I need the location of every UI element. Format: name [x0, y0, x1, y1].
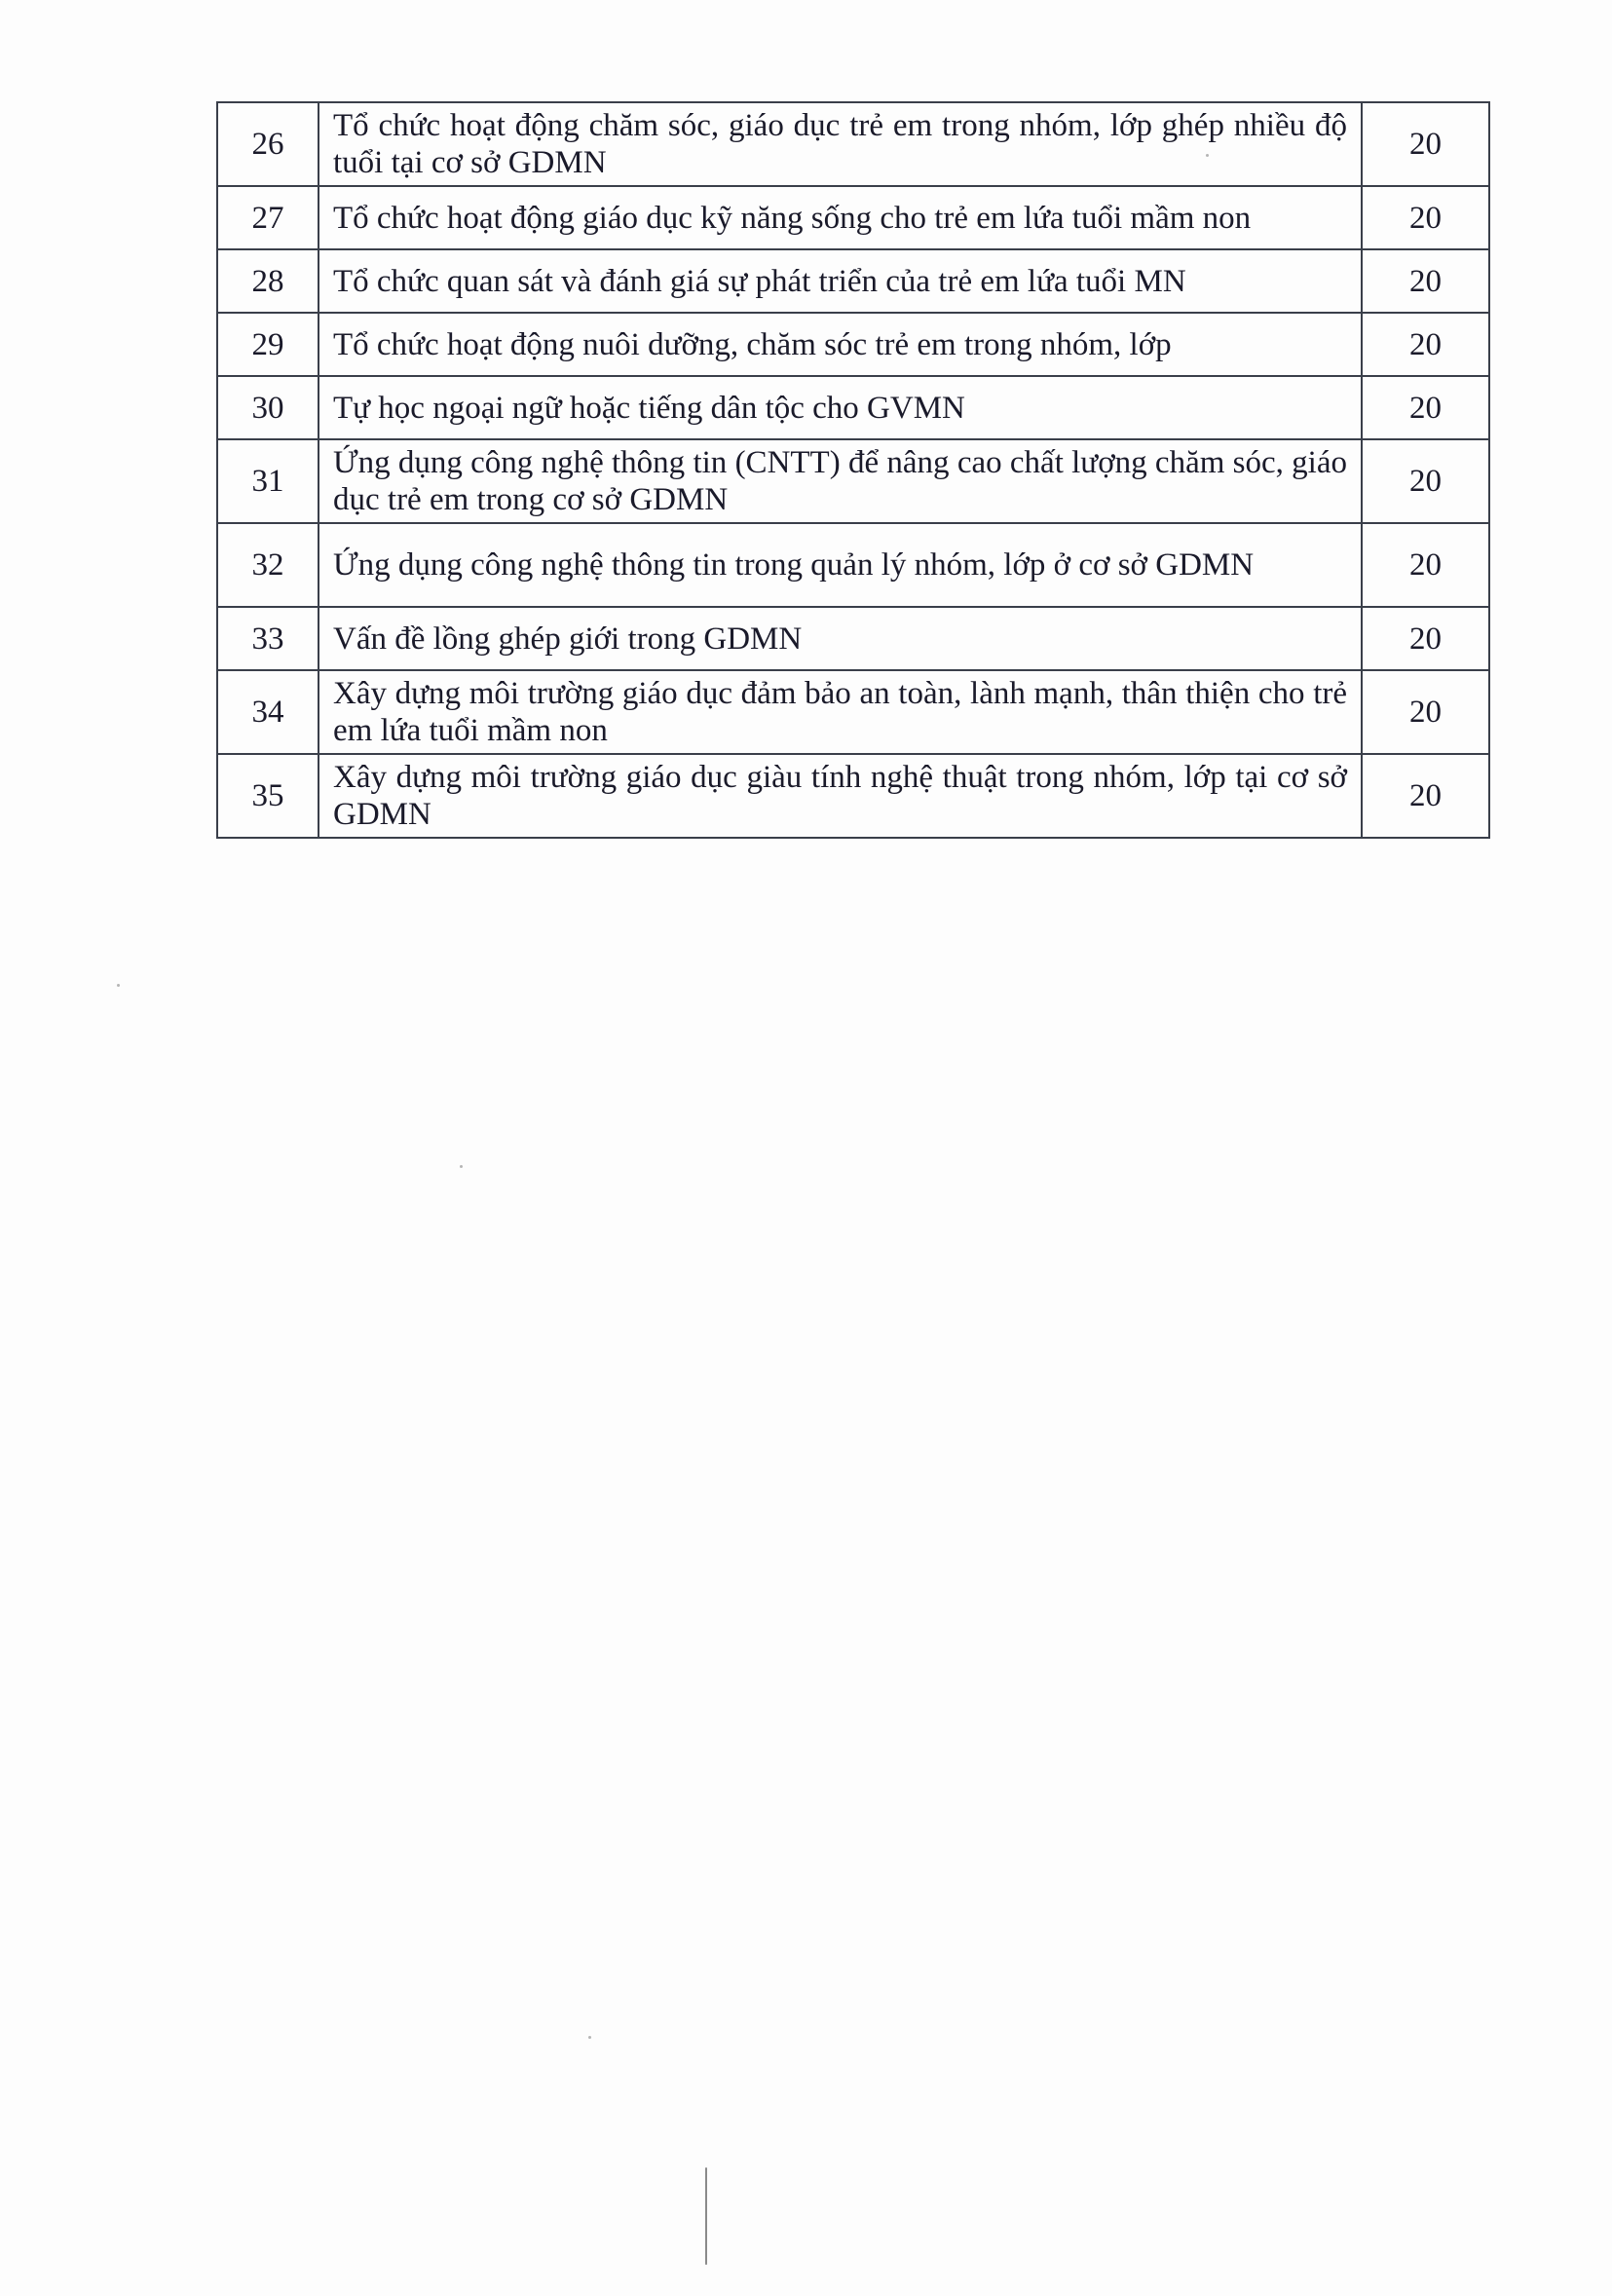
- table-row: [217, 313, 1489, 376]
- module-hours: 20: [1362, 376, 1489, 439]
- module-hours: 20: [1362, 313, 1489, 376]
- module-title: Tổ chức hoạt động nuôi dưỡng, chăm sóc trẻ em trong nhóm, lớp: [319, 313, 1362, 376]
- module-hours: 20: [1362, 607, 1489, 670]
- scan-speck: [588, 2036, 591, 2039]
- row-number: 28: [217, 249, 319, 313]
- module-hours: 20: [1362, 102, 1489, 186]
- module-hours: 20: [1362, 249, 1489, 313]
- row-number: 27: [217, 186, 319, 249]
- module-title: Ứng dụng công nghệ thông tin trong quản lý nhóm, lớp ở cơ sở GDMN: [319, 523, 1362, 607]
- table-row: [217, 754, 1489, 838]
- module-table: [216, 101, 1490, 839]
- module-title: Tự học ngoại ngữ hoặc tiếng dân tộc cho GVMN: [319, 376, 1362, 439]
- module-title: Vấn đề lồng ghép giới trong GDMN: [319, 607, 1362, 670]
- table-row: [217, 102, 1489, 186]
- scan-speck: [460, 1165, 463, 1168]
- module-hours: 20: [1362, 523, 1489, 607]
- row-number: 35: [217, 754, 319, 838]
- row-number: 33: [217, 607, 319, 670]
- table-row: [217, 186, 1489, 249]
- module-title: Xây dựng môi trường giáo dục đảm bảo an toàn, lành mạnh, thân thiện cho trẻ em lứa tuổi mầm non: [319, 670, 1362, 754]
- scan-pen-mark: [705, 2167, 707, 2265]
- scan-speck: [1206, 154, 1209, 157]
- table-row: [217, 249, 1489, 313]
- table-row: [217, 439, 1489, 523]
- row-number: 34: [217, 670, 319, 754]
- module-title: Tổ chức hoạt động giáo dục kỹ năng sống cho trẻ em lứa tuổi mầm non: [319, 186, 1362, 249]
- module-hours: 20: [1362, 439, 1489, 523]
- row-number: 26: [217, 102, 319, 186]
- module-title: Xây dựng môi trường giáo dục giàu tính nghệ thuật trong nhóm, lớp tại cơ sở GDMN: [319, 754, 1362, 838]
- scan-speck: [117, 984, 120, 987]
- table-row: [217, 523, 1489, 607]
- module-hours: 20: [1362, 754, 1489, 838]
- module-title: Tổ chức quan sát và đánh giá sự phát triển của trẻ em lứa tuổi MN: [319, 249, 1362, 313]
- row-number: 29: [217, 313, 319, 376]
- table-row: [217, 376, 1489, 439]
- module-hours: 20: [1362, 186, 1489, 249]
- row-number: 30: [217, 376, 319, 439]
- table-row: [217, 670, 1489, 754]
- row-number: 32: [217, 523, 319, 607]
- row-number: 31: [217, 439, 319, 523]
- module-title: Ứng dụng công nghệ thông tin (CNTT) để nâng cao chất lượng chăm sóc, giáo dục trẻ em trong cơ sở GDMN: [319, 439, 1362, 523]
- table-row: [217, 607, 1489, 670]
- module-title: Tổ chức hoạt động chăm sóc, giáo dục trẻ em trong nhóm, lớp ghép nhiều độ tuổi tại cơ sở GDMN: [319, 102, 1362, 186]
- module-hours: 20: [1362, 670, 1489, 754]
